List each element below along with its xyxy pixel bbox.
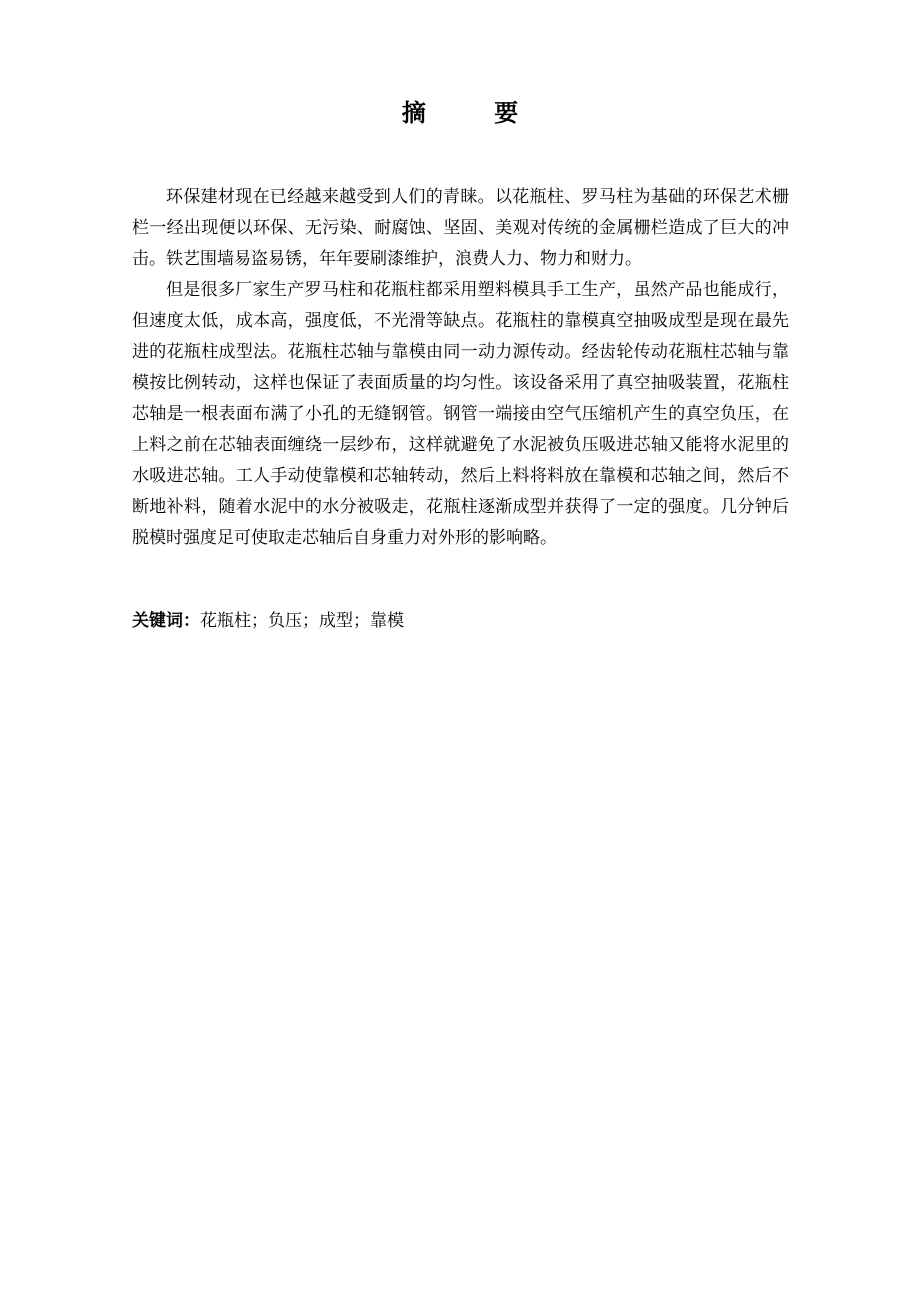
keywords-text: 花瓶柱；负压；成型；靠模 xyxy=(200,611,404,631)
abstract-body xyxy=(132,182,789,554)
keywords-line xyxy=(132,608,789,634)
page-title: 摘 要 xyxy=(401,99,549,127)
abstract-paragraph-2: 但是很多厂家生产罗马柱和花瓶柱都采用塑料模具手工生产，虽然产品也能成行，但速度太低，成本高，强度低，不光滑等缺点。花瓶柱的靠模真空抽吸成型是现在最先进的花瓶柱成型法。花瓶柱芯轴与靠模由同一动力源传动。经齿轮传动花瓶柱芯轴与靠模按比例转动，这样也保证了表面质量的均匀性。该设备采用了真空抽吸装置，花瓶柱芯轴是一根表面布满了小孔的无缝钢管。钢管一端接由空气压缩机产生的真空负压，在上料之前在芯轴表面缠绕一层纱布，这样就避免了水泥被负压吸进芯轴又能将水泥里的水吸进芯轴。工人手动使靠模和芯轴转动，然后上料将料放在靠模和芯轴之间，然后不断地补料，随着水泥中的水分被吸走，花瓶柱逐渐成型并获得了一定的强度。几分钟后脱模时强度足可使取走芯轴后自身重力对外形的影响略。 xyxy=(132,280,789,548)
keywords-label: 关键词： xyxy=(132,611,200,631)
abstract-paragraph-1: 环保建材现在已经越来越受到人们的青睐。以花瓶柱、罗马柱为基础的环保艺术栅栏一经出现便以环保、无污染、耐腐蚀、坚固、美观对传统的金属栅栏造成了巨大的冲击。铁艺围墙易盗易锈，年年要刷漆维护，浪费人力、物力和财力。 xyxy=(132,187,789,269)
